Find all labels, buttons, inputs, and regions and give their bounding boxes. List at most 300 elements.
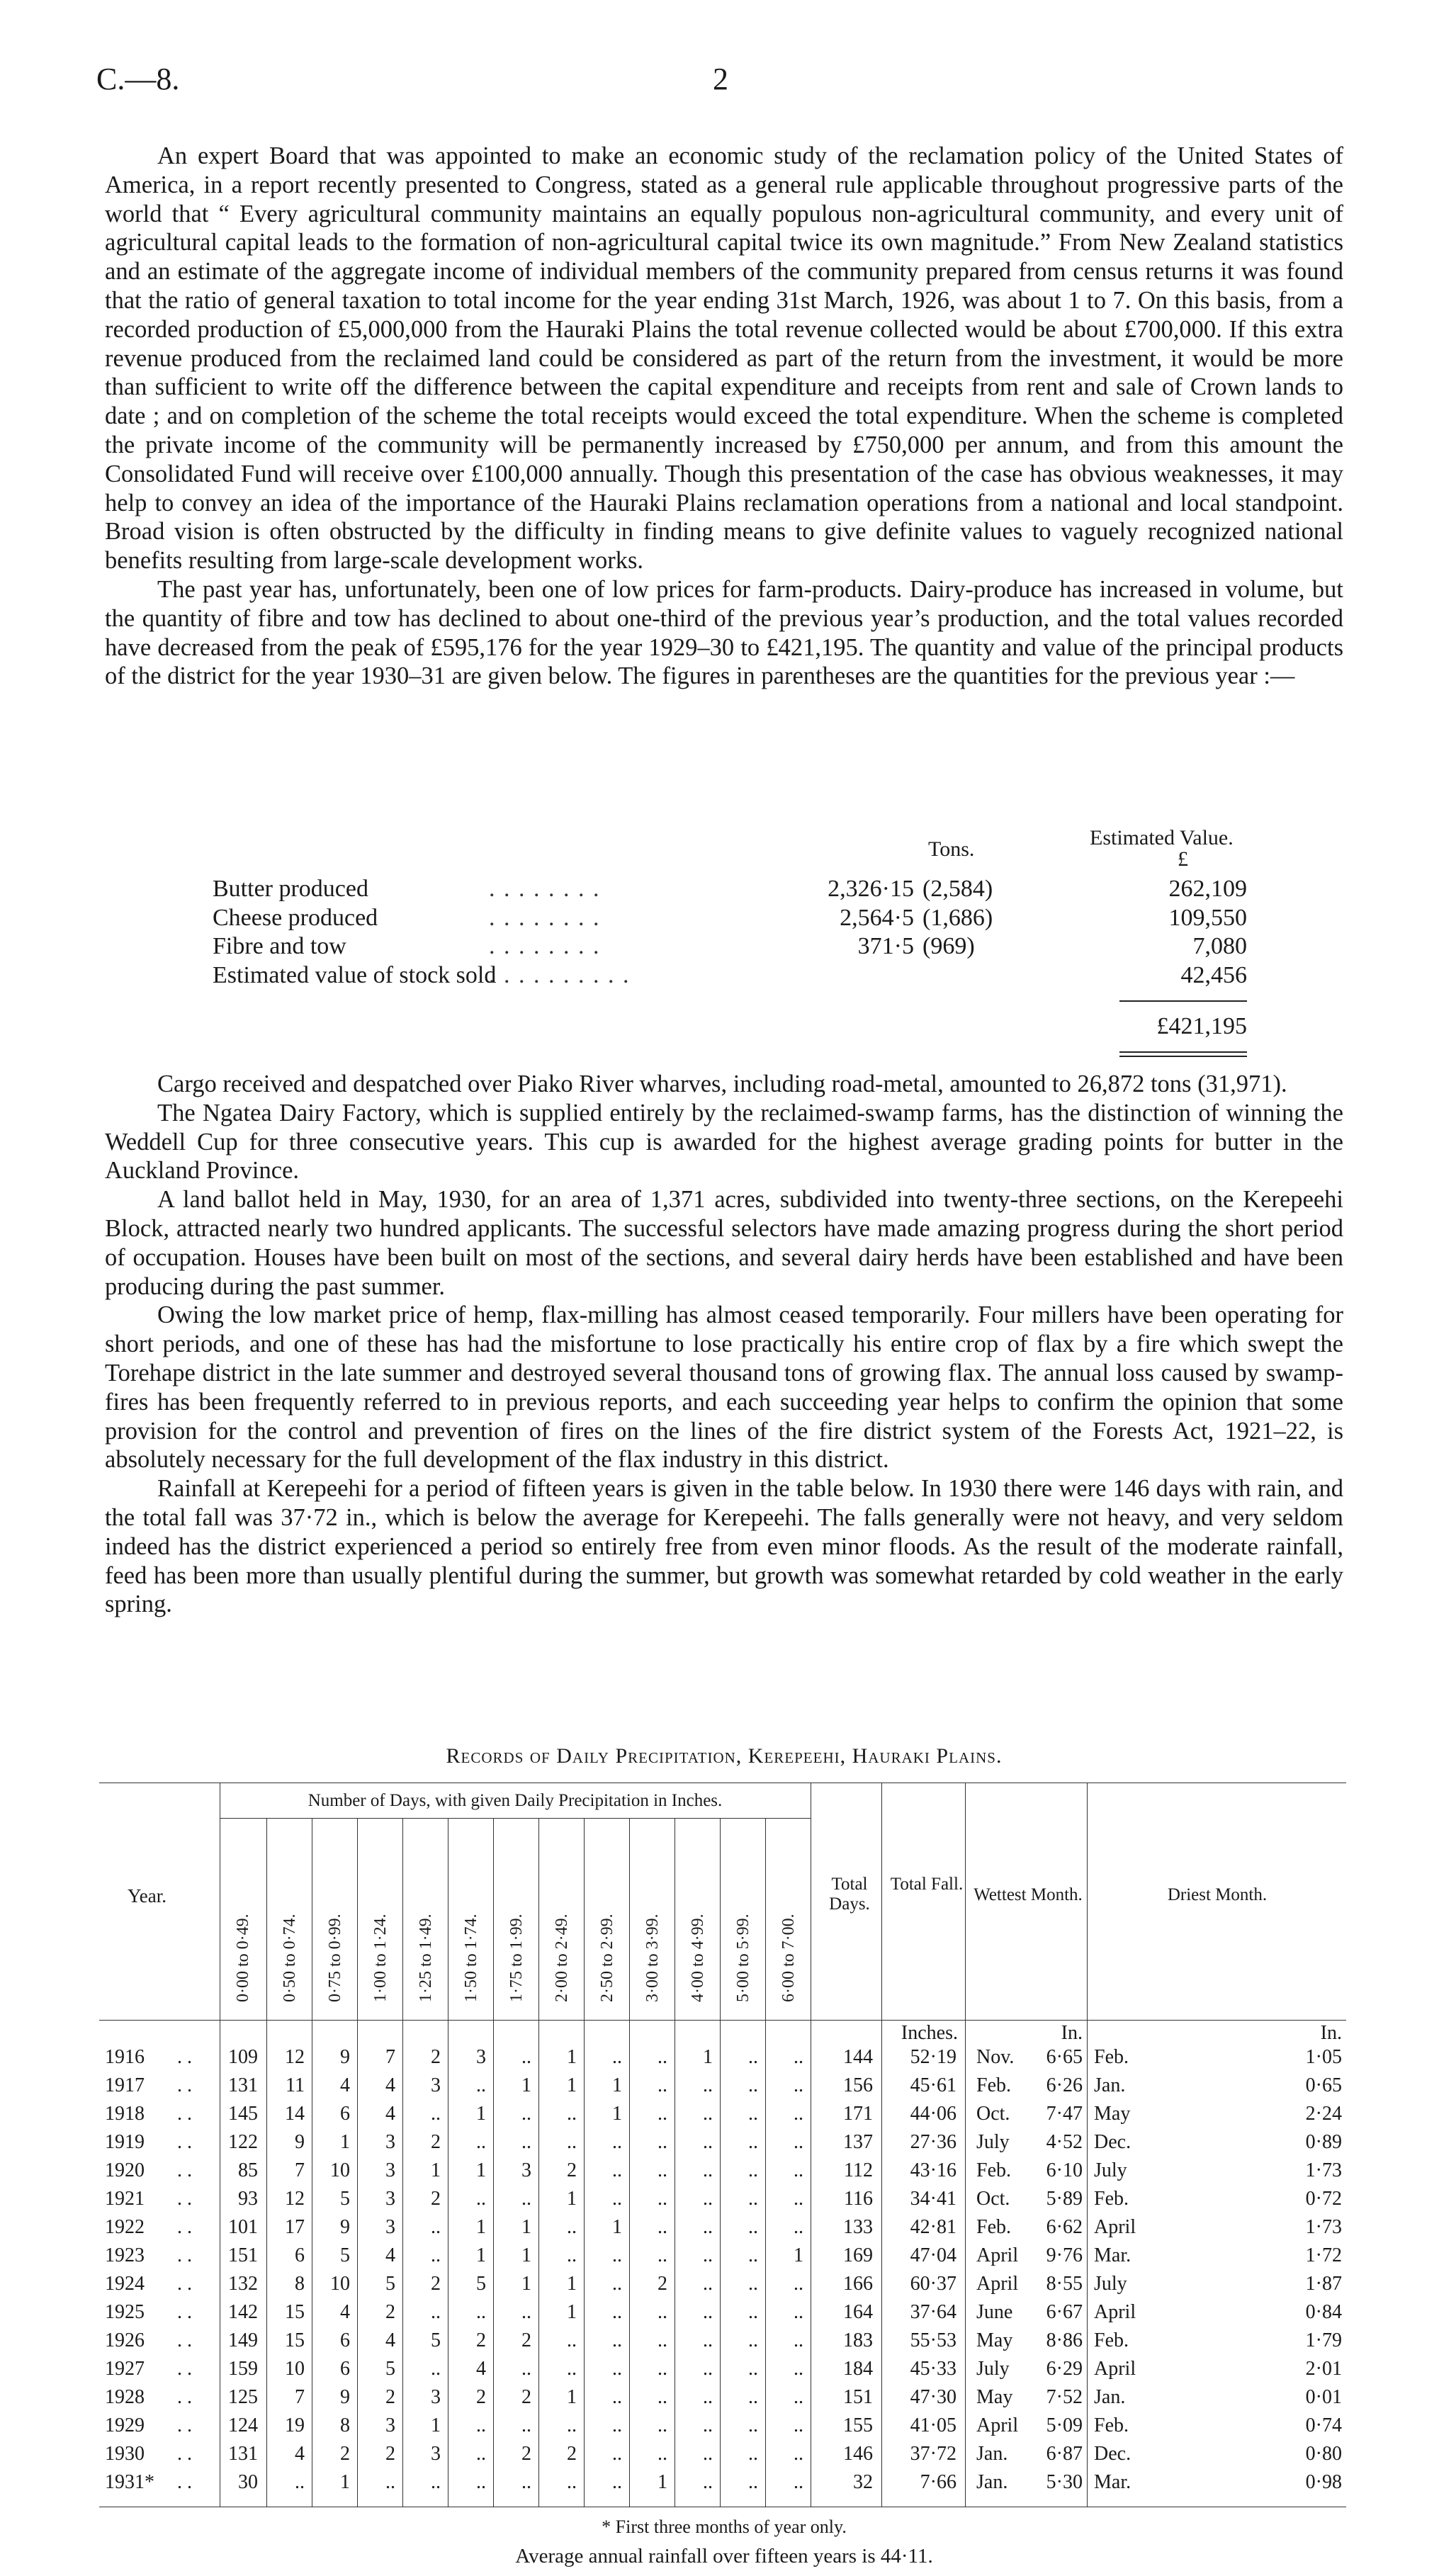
count-cell: 2 bbox=[385, 2386, 395, 2408]
count-cell: .. bbox=[431, 2216, 441, 2238]
count-cell: .. bbox=[658, 2159, 667, 2181]
count-cell: .. bbox=[476, 2301, 486, 2323]
driest-value-cell: 1·87 bbox=[1305, 2273, 1342, 2295]
count-cell: 12 bbox=[285, 2046, 305, 2068]
count-cell: 2 bbox=[431, 2131, 441, 2153]
count-cell: 1 bbox=[476, 2103, 486, 2125]
paragraph: Rainfall at Kerepeehi for a period of fifteen years is given in the table below. In 1930 there were 146 days with rain, and the total fall was 37·72 in., which is below the average for Kerepeehi. The falls generally were not heavy, and very seldom indeed has the district experienced a period so entirely free from even minor floods. As the result of the moderate rainfall, feed has been more than usually plentiful during the summer, but growth was somewhat retarded by cold weather in the early spring. bbox=[105, 1475, 1343, 1618]
wettest-month-cell: Jan. bbox=[976, 2443, 1008, 2465]
count-cell: .. bbox=[703, 2103, 713, 2125]
count-cell: 6 bbox=[340, 2329, 350, 2351]
count-cell: 4 bbox=[476, 2358, 486, 2380]
count-cell: 11 bbox=[286, 2074, 305, 2096]
body-text-top bbox=[105, 142, 1343, 691]
count-cell: .. bbox=[521, 2414, 531, 2436]
count-cell: 30 bbox=[238, 2471, 258, 2493]
count-cell: .. bbox=[703, 2386, 713, 2408]
count-cell: .. bbox=[476, 2443, 486, 2465]
driest-value-cell: 1·72 bbox=[1305, 2244, 1342, 2266]
count-cell: .. bbox=[567, 2216, 577, 2238]
year-leader: . . bbox=[177, 2216, 192, 2238]
driest-month-cell: May bbox=[1094, 2103, 1131, 2125]
range-header: 6·00 to 7·00. bbox=[779, 1914, 798, 2002]
col-total-days-header: Total Days. bbox=[829, 1875, 870, 1914]
rainfall-table bbox=[99, 1783, 1346, 2576]
product-label: Estimated value of stock sold bbox=[213, 961, 497, 988]
total-fall-cell: 43·16 bbox=[910, 2159, 956, 2181]
count-cell: 1 bbox=[431, 2414, 441, 2436]
count-cell: .. bbox=[794, 2131, 803, 2153]
driest-month-cell: April bbox=[1094, 2358, 1136, 2380]
count-cell: 1 bbox=[340, 2131, 350, 2153]
count-cell: .. bbox=[431, 2103, 441, 2125]
product-value: 7,080 bbox=[1192, 933, 1247, 959]
count-cell: 5 bbox=[340, 2188, 350, 2210]
count-cell: 1 bbox=[521, 2074, 531, 2096]
range-header: 2·50 to 2·99. bbox=[598, 1914, 616, 2002]
count-cell: .. bbox=[658, 2358, 667, 2380]
count-cell: .. bbox=[612, 2046, 622, 2068]
wettest-value-cell: 4·52 bbox=[1046, 2131, 1083, 2153]
driest-value-cell: 0·89 bbox=[1305, 2131, 1342, 2153]
count-cell: .. bbox=[748, 2386, 758, 2408]
driest-month-cell: Feb. bbox=[1094, 2414, 1129, 2436]
count-cell: 1 bbox=[703, 2046, 713, 2068]
product-row bbox=[213, 905, 1247, 934]
count-cell: 1 bbox=[567, 2046, 577, 2068]
count-cell: 131 bbox=[228, 2074, 258, 2096]
total-rule-1 bbox=[1119, 1051, 1247, 1053]
count-cell: 1 bbox=[567, 2188, 577, 2210]
count-cell: .. bbox=[748, 2329, 758, 2351]
count-cell: 4 bbox=[295, 2443, 305, 2465]
year-leader: . . bbox=[177, 2159, 192, 2181]
range-header: 1·00 to 1·24. bbox=[371, 1914, 390, 2002]
count-cell: 2 bbox=[521, 2386, 531, 2408]
total-fall-cell: 37·64 bbox=[910, 2301, 956, 2323]
count-cell: .. bbox=[703, 2329, 713, 2351]
count-cell: 131 bbox=[228, 2443, 258, 2465]
driest-value-cell: 0·74 bbox=[1305, 2414, 1342, 2436]
product-label: Fibre and tow bbox=[213, 933, 346, 959]
count-cell: 3 bbox=[385, 2188, 395, 2210]
driest-value-cell: 0·80 bbox=[1305, 2443, 1342, 2465]
count-cell: .. bbox=[703, 2471, 713, 2493]
total-fall-cell: 42·81 bbox=[910, 2216, 956, 2238]
count-cell: .. bbox=[748, 2046, 758, 2068]
wettest-value-cell: 8·55 bbox=[1046, 2273, 1083, 2295]
year-leader: . . bbox=[177, 2414, 192, 2436]
product-row bbox=[213, 962, 1247, 991]
product-prev-tons: (2,584) bbox=[922, 876, 993, 902]
range-header: 0·50 to 0·74. bbox=[281, 1914, 299, 2002]
count-cell: 2 bbox=[431, 2188, 441, 2210]
count-cell: 5 bbox=[431, 2329, 441, 2351]
group-header: Number of Days, with given Daily Precipitation in Inches. bbox=[307, 1791, 723, 1810]
count-cell: .. bbox=[794, 2074, 803, 2096]
count-cell: 3 bbox=[385, 2216, 395, 2238]
table-footnote: * First three months of year only. bbox=[602, 2516, 847, 2537]
driest-value-cell: 2·24 bbox=[1305, 2103, 1342, 2125]
count-cell: .. bbox=[658, 2131, 667, 2153]
count-cell: .. bbox=[431, 2244, 441, 2266]
count-cell: 1 bbox=[612, 2103, 622, 2125]
driest-value-cell: 1·73 bbox=[1305, 2216, 1342, 2238]
paragraph: A land ballot held in May, 1930, for an area of 1,371 acres, subdivided into twenty-three sections, on the Kerepeehi Block, attracted nearly two hundred applicants. The successful selectors have made amazing progress during the short period of occupation. Houses have been built on most of the sections, and several dairy herds have been established and have been producing during the past summer. bbox=[105, 1186, 1343, 1300]
wettest-month-cell: May bbox=[976, 2329, 1013, 2351]
count-cell: .. bbox=[794, 2273, 803, 2295]
count-cell: .. bbox=[658, 2074, 667, 2096]
count-cell: .. bbox=[748, 2103, 758, 2125]
count-cell: .. bbox=[794, 2329, 803, 2351]
count-cell: 2 bbox=[521, 2443, 531, 2465]
count-cell: 2 bbox=[340, 2443, 350, 2465]
wettest-month-cell: Feb. bbox=[976, 2159, 1011, 2181]
driest-month-cell: Feb. bbox=[1094, 2188, 1129, 2210]
driest-value-cell: 0·84 bbox=[1305, 2301, 1342, 2323]
count-cell: .. bbox=[612, 2301, 622, 2323]
driest-value-cell: 1·05 bbox=[1305, 2046, 1342, 2068]
products-total: £421,195 bbox=[1156, 1013, 1247, 1039]
count-cell: .. bbox=[703, 2159, 713, 2181]
count-cell: .. bbox=[703, 2216, 713, 2238]
product-value: 109,550 bbox=[1168, 904, 1247, 931]
total-days-cell: 183 bbox=[843, 2329, 873, 2351]
wettest-value-cell: 6·26 bbox=[1046, 2074, 1083, 2096]
count-cell: 5 bbox=[476, 2273, 486, 2295]
count-cell: 125 bbox=[228, 2386, 258, 2408]
total-fall-cell: 7·66 bbox=[920, 2471, 956, 2493]
year-cell: 1931* bbox=[105, 2471, 154, 2493]
count-cell: 8 bbox=[295, 2273, 305, 2295]
count-cell: .. bbox=[748, 2443, 758, 2465]
count-cell: .. bbox=[476, 2188, 486, 2210]
count-cell: .. bbox=[431, 2301, 441, 2323]
year-leader: . . bbox=[177, 2301, 192, 2323]
count-cell: .. bbox=[794, 2188, 803, 2210]
count-cell: 142 bbox=[228, 2301, 258, 2323]
group-header-rule bbox=[220, 1818, 811, 1819]
wettest-month-cell: April bbox=[976, 2244, 1019, 2266]
count-cell: .. bbox=[794, 2358, 803, 2380]
year-leader: . . bbox=[177, 2103, 192, 2125]
product-label: Butter produced bbox=[213, 876, 368, 902]
count-cell: .. bbox=[658, 2103, 667, 2125]
product-row bbox=[213, 876, 1247, 905]
count-cell: 9 bbox=[295, 2131, 305, 2153]
driest-month-cell: July bbox=[1094, 2159, 1127, 2181]
total-fall-cell: 47·04 bbox=[910, 2244, 956, 2266]
count-cell: 12 bbox=[285, 2188, 305, 2210]
range-header: 4·00 to 4·99. bbox=[689, 1914, 707, 2002]
count-cell: .. bbox=[612, 2414, 622, 2436]
count-cell: .. bbox=[567, 2103, 577, 2125]
count-cell: 7 bbox=[295, 2159, 305, 2181]
unit-inches: Inches. bbox=[901, 2022, 958, 2044]
col-value-header: Estimated Value. bbox=[1090, 826, 1234, 849]
total-days-cell: 137 bbox=[843, 2131, 873, 2153]
product-value: 42,456 bbox=[1180, 961, 1247, 988]
body-text-mid bbox=[105, 1070, 1343, 1619]
wettest-value-cell: 6·29 bbox=[1046, 2358, 1083, 2380]
year-cell: 1925 bbox=[105, 2301, 145, 2323]
count-cell: .. bbox=[703, 2358, 713, 2380]
count-cell: .. bbox=[703, 2301, 713, 2323]
col-year-header: Year. bbox=[128, 1885, 167, 1906]
average-note: Average annual rainfall over fifteen years is 44·11. bbox=[515, 2545, 933, 2567]
count-cell: .. bbox=[612, 2273, 622, 2295]
count-cell: 9 bbox=[340, 2386, 350, 2408]
wettest-value-cell: 6·65 bbox=[1046, 2046, 1083, 2068]
count-cell: 2 bbox=[567, 2443, 577, 2465]
count-cell: .. bbox=[794, 2159, 803, 2181]
total-fall-cell: 45·33 bbox=[910, 2358, 956, 2380]
leader-dots: . . . . . . . . bbox=[489, 933, 601, 959]
driest-month-cell: Dec. bbox=[1094, 2443, 1132, 2465]
wettest-value-cell: 6·87 bbox=[1046, 2443, 1083, 2465]
count-cell: 10 bbox=[330, 2159, 350, 2181]
col-total-fall-header: Total Fall. bbox=[890, 1875, 964, 1894]
year-cell: 1919 bbox=[105, 2131, 145, 2153]
count-cell: 2 bbox=[476, 2329, 486, 2351]
total-days-cell: 164 bbox=[843, 2301, 873, 2323]
count-cell: .. bbox=[794, 2414, 803, 2436]
count-cell: 124 bbox=[228, 2414, 258, 2436]
count-cell: .. bbox=[521, 2301, 531, 2323]
count-cell: 1 bbox=[567, 2386, 577, 2408]
driest-value-cell: 2·01 bbox=[1305, 2358, 1342, 2380]
year-cell: 1929 bbox=[105, 2414, 145, 2436]
count-cell: .. bbox=[794, 2046, 803, 2068]
year-leader: . . bbox=[177, 2244, 192, 2266]
count-cell: .. bbox=[658, 2414, 667, 2436]
product-tons: 2,326·15 bbox=[828, 876, 914, 902]
count-cell: 1 bbox=[794, 2244, 803, 2266]
wettest-value-cell: 8·86 bbox=[1046, 2329, 1083, 2351]
driest-month-cell: April bbox=[1094, 2301, 1136, 2323]
count-cell: 7 bbox=[295, 2386, 305, 2408]
count-cell: .. bbox=[658, 2329, 667, 2351]
count-cell: 122 bbox=[228, 2131, 258, 2153]
year-leader: . . bbox=[177, 2273, 192, 2295]
count-cell: .. bbox=[567, 2358, 577, 2380]
year-leader: . . bbox=[177, 2443, 192, 2465]
range-header: 1·25 to 1·49. bbox=[417, 1914, 435, 2002]
total-fall-cell: 45·61 bbox=[910, 2074, 956, 2096]
count-cell: 4 bbox=[385, 2244, 395, 2266]
total-days-cell: 144 bbox=[843, 2046, 873, 2068]
range-header: 2·00 to 2·49. bbox=[553, 1914, 571, 2002]
count-cell: 7 bbox=[385, 2046, 395, 2068]
count-cell: .. bbox=[748, 2301, 758, 2323]
year-cell: 1917 bbox=[105, 2074, 145, 2096]
count-cell: 10 bbox=[285, 2358, 305, 2380]
table-caption bbox=[105, 1744, 1343, 1768]
count-cell: .. bbox=[658, 2386, 667, 2408]
year-cell: 1920 bbox=[105, 2159, 145, 2181]
count-cell: 3 bbox=[431, 2443, 441, 2465]
wettest-month-cell: July bbox=[976, 2131, 1010, 2153]
count-cell: .. bbox=[794, 2443, 803, 2465]
count-cell: .. bbox=[794, 2103, 803, 2125]
count-cell: 2 bbox=[431, 2273, 441, 2295]
year-cell: 1916 bbox=[105, 2046, 145, 2068]
wettest-value-cell: 7·52 bbox=[1046, 2386, 1083, 2408]
year-leader: . . bbox=[177, 2386, 192, 2408]
count-cell: .. bbox=[476, 2074, 486, 2096]
unit-in-driest: In. bbox=[1320, 2022, 1342, 2044]
count-cell: .. bbox=[748, 2244, 758, 2266]
count-cell: 1 bbox=[612, 2074, 622, 2096]
wettest-value-cell: 5·09 bbox=[1046, 2414, 1083, 2436]
driest-value-cell: 1·73 bbox=[1305, 2159, 1342, 2181]
total-fall-cell: 41·05 bbox=[910, 2414, 956, 2436]
year-cell: 1924 bbox=[105, 2273, 145, 2295]
count-cell: .. bbox=[748, 2273, 758, 2295]
count-cell: 1 bbox=[658, 2471, 667, 2493]
total-fall-cell: 47·30 bbox=[910, 2386, 956, 2408]
wettest-month-cell: Jan. bbox=[976, 2471, 1008, 2493]
wettest-month-cell: July bbox=[976, 2358, 1010, 2380]
count-cell: 19 bbox=[285, 2414, 305, 2436]
year-leader: . . bbox=[177, 2329, 192, 2351]
count-cell: 1 bbox=[612, 2216, 622, 2238]
count-cell: .. bbox=[567, 2329, 577, 2351]
count-cell: 5 bbox=[340, 2244, 350, 2266]
paragraph: Cargo received and despatched over Piako River wharves, including road-metal, amounted to 26,872 tons (31,971). bbox=[157, 1070, 1287, 1097]
driest-value-cell: 0·65 bbox=[1305, 2074, 1342, 2096]
count-cell: 3 bbox=[385, 2414, 395, 2436]
count-cell: 1 bbox=[476, 2159, 486, 2181]
wettest-month-cell: June bbox=[976, 2301, 1013, 2323]
driest-month-cell: Jan. bbox=[1094, 2386, 1126, 2408]
count-cell: .. bbox=[612, 2358, 622, 2380]
col-wettest-header: Wettest Month. bbox=[974, 1885, 1083, 1904]
count-cell: .. bbox=[658, 2188, 667, 2210]
total-days-cell: 133 bbox=[843, 2216, 873, 2238]
paragraph: Owing the low market price of hemp, flax-milling has almost ceased temporarily. Four millers have been operating for short periods, and one of these has had the misfortune to lose practically his entire crop of flax by a fire which swept the Torehape district in the late summer and destroyed several thousand tons of growing flax. The annual loss caused by swamp-fires has been frequently referred to in previous reports, and each succeeding year helps to confirm the opinion that some provision for the control and prevention of fires on the lines of the fire district system of the Forests Act, 1921–22, is absolutely necessary for the full development of the flax industry in this district. bbox=[105, 1301, 1343, 1474]
count-cell: 132 bbox=[228, 2273, 258, 2295]
leader-dots: . . . . . . . . . . bbox=[489, 961, 631, 988]
count-cell: .. bbox=[431, 2471, 441, 2493]
range-header: 1·75 to 1·99. bbox=[507, 1914, 526, 2002]
count-cell: .. bbox=[748, 2414, 758, 2436]
product-tons: 371·5 bbox=[857, 933, 914, 959]
sum-rule bbox=[1119, 1000, 1247, 1002]
count-cell: .. bbox=[521, 2188, 531, 2210]
total-days-cell: 169 bbox=[843, 2244, 873, 2266]
wettest-month-cell: May bbox=[976, 2386, 1013, 2408]
count-cell: .. bbox=[703, 2074, 713, 2096]
count-cell: .. bbox=[476, 2131, 486, 2153]
count-cell: 4 bbox=[340, 2074, 350, 2096]
range-header: 5·00 to 5·99. bbox=[734, 1914, 752, 2002]
count-cell: 85 bbox=[238, 2159, 258, 2181]
count-cell: 1 bbox=[567, 2273, 577, 2295]
product-prev-tons: (1,686) bbox=[922, 904, 993, 931]
count-cell: 1 bbox=[476, 2244, 486, 2266]
count-cell: 2 bbox=[567, 2159, 577, 2181]
count-cell: 10 bbox=[330, 2273, 350, 2295]
driest-month-cell: Feb. bbox=[1094, 2046, 1129, 2068]
count-cell: 93 bbox=[238, 2188, 258, 2210]
wettest-month-cell: Oct. bbox=[976, 2188, 1010, 2210]
count-cell: .. bbox=[703, 2443, 713, 2465]
count-cell: 1 bbox=[521, 2273, 531, 2295]
count-cell: .. bbox=[703, 2131, 713, 2153]
unit-in-wettest: In. bbox=[1061, 2022, 1083, 2044]
count-cell: .. bbox=[295, 2471, 305, 2493]
count-cell: 5 bbox=[385, 2273, 395, 2295]
total-fall-cell: 55·53 bbox=[910, 2329, 956, 2351]
year-cell: 1923 bbox=[105, 2244, 145, 2266]
page-number: 2 bbox=[713, 62, 728, 96]
driest-month-cell: Dec. bbox=[1094, 2131, 1132, 2153]
count-cell: 2 bbox=[476, 2386, 486, 2408]
count-cell: 15 bbox=[285, 2301, 305, 2323]
count-cell: .. bbox=[794, 2301, 803, 2323]
driest-month-cell: Mar. bbox=[1094, 2244, 1132, 2266]
count-cell: 14 bbox=[285, 2103, 305, 2125]
count-cell: .. bbox=[521, 2471, 531, 2493]
total-days-cell: 146 bbox=[843, 2443, 873, 2465]
year-cell: 1921 bbox=[105, 2188, 145, 2210]
count-cell: .. bbox=[748, 2131, 758, 2153]
count-cell: 4 bbox=[385, 2074, 395, 2096]
count-cell: 1 bbox=[521, 2216, 531, 2238]
range-header: 1·50 to 1·74. bbox=[462, 1914, 480, 2002]
count-cell: 2 bbox=[658, 2273, 667, 2295]
count-cell: .. bbox=[567, 2471, 577, 2493]
count-cell: 1 bbox=[567, 2301, 577, 2323]
year-leader: . . bbox=[177, 2188, 192, 2210]
count-cell: .. bbox=[658, 2216, 667, 2238]
count-cell: 3 bbox=[521, 2159, 531, 2181]
count-cell: .. bbox=[748, 2188, 758, 2210]
wettest-month-cell: Oct. bbox=[976, 2103, 1010, 2125]
count-cell: .. bbox=[612, 2159, 622, 2181]
count-cell: .. bbox=[521, 2358, 531, 2380]
wettest-month-cell: Feb. bbox=[976, 2216, 1011, 2238]
total-days-cell: 112 bbox=[844, 2159, 873, 2181]
wettest-value-cell: 5·89 bbox=[1046, 2188, 1083, 2210]
count-cell: .. bbox=[612, 2244, 622, 2266]
count-cell: .. bbox=[612, 2386, 622, 2408]
count-cell: .. bbox=[567, 2244, 577, 2266]
wettest-value-cell: 7·47 bbox=[1046, 2103, 1083, 2125]
total-fall-cell: 44·06 bbox=[910, 2103, 956, 2125]
paragraph: The past year has, unfortunately, been one of low prices for farm-products. Dairy-produce has increased in volume, but the quantity of fibre and tow has declined to about one-third of the previous year’s production, and the total values recorded have decreased from the peak of £595,176 for the year 1929–30 to £421,195. The quantity and value of the principal products of the district for the year 1930–31 are given below. The figures in parentheses are the quantities for the previous year :— bbox=[105, 575, 1343, 690]
leader-dots: . . . . . . . . bbox=[489, 904, 601, 931]
count-cell: 3 bbox=[385, 2131, 395, 2153]
count-cell: 4 bbox=[340, 2301, 350, 2323]
total-fall-cell: 37·72 bbox=[910, 2443, 956, 2465]
count-cell: .. bbox=[703, 2414, 713, 2436]
year-leader: . . bbox=[177, 2358, 192, 2380]
wettest-month-cell: Nov. bbox=[976, 2046, 1015, 2068]
driest-month-cell: Jan. bbox=[1094, 2074, 1126, 2096]
header-bottom-rule bbox=[99, 2020, 1346, 2021]
total-fall-cell: 27·36 bbox=[910, 2131, 956, 2153]
count-cell: 3 bbox=[431, 2386, 441, 2408]
year-leader: . . bbox=[177, 2131, 192, 2153]
count-cell: 149 bbox=[228, 2329, 258, 2351]
wettest-value-cell: 9·76 bbox=[1046, 2244, 1083, 2266]
count-cell: 4 bbox=[385, 2103, 395, 2125]
count-cell: .. bbox=[794, 2471, 803, 2493]
col-value-unit: £ bbox=[1178, 847, 1188, 871]
leader-dots: . . . . . . . . bbox=[489, 876, 601, 902]
